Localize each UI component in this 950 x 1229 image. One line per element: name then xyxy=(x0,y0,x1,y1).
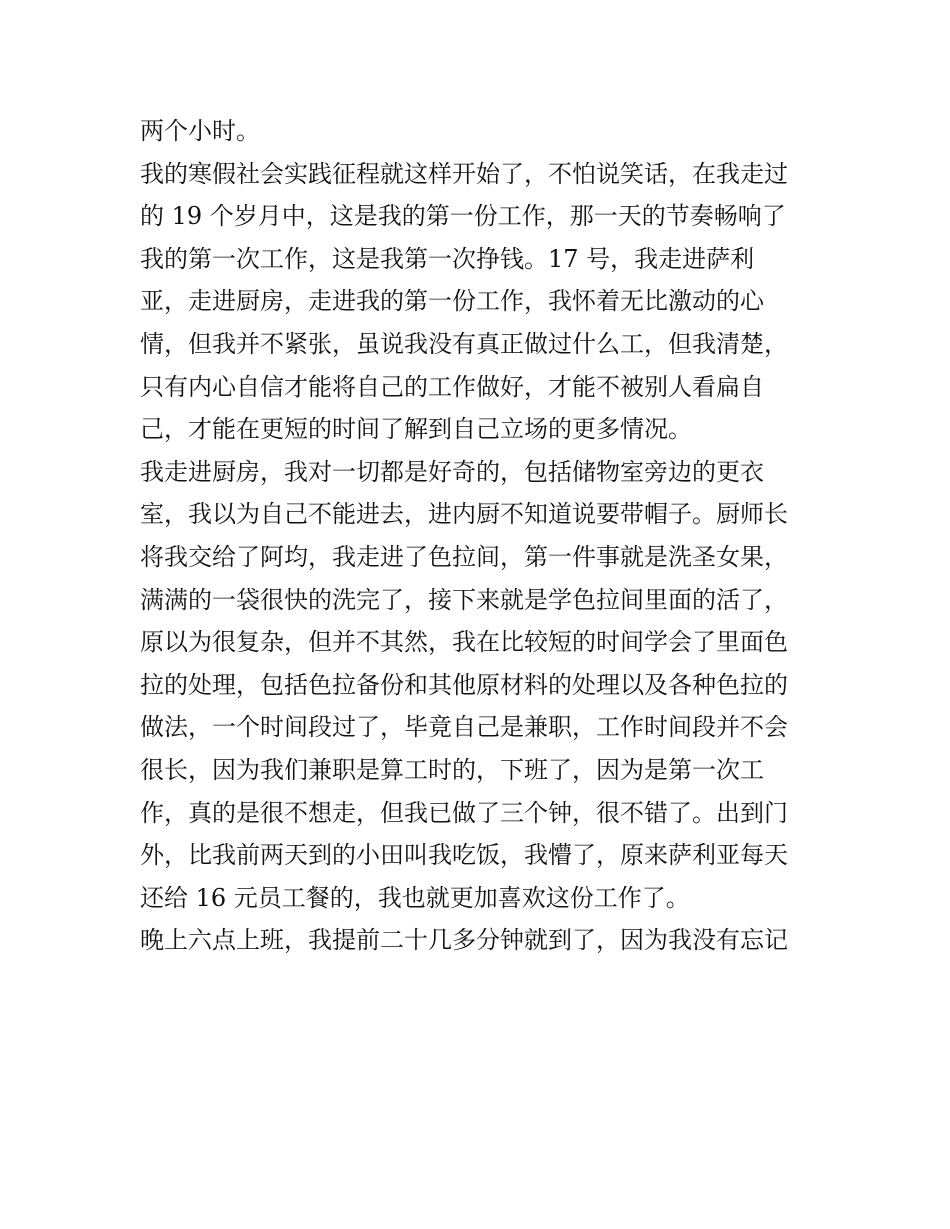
text-line: 我走进厨房，我对一切都是好奇的，包括储物室旁边的更衣 xyxy=(140,457,764,486)
text-line: 己，才能在更短的时间了解到自己立场的更多情况。 xyxy=(140,415,692,444)
text-line: 我的寒假社会实践征程就这样开始了，不怕说笑话，在我走过 xyxy=(140,159,788,188)
text-line: 将我交给了阿均，我走进了色拉间，第一件事就是洗圣女果， xyxy=(140,542,788,571)
text-line: 只有内心自信才能将自己的工作做好，才能不被别人看扁自 xyxy=(140,372,764,401)
text-line: 做法，一个时间段过了，毕竟自己是兼职，工作时间段并不会 xyxy=(140,713,788,742)
text-line: 外，比我前两天到的小田叫我吃饭，我懵了，原来萨利亚每天 xyxy=(140,841,788,870)
text-line: 亚，走进厨房，走进我的第一份工作，我怀着无比激动的心 xyxy=(140,287,764,316)
text-line: 原以为很复杂，但并不其然，我在比较短的时间学会了里面色 xyxy=(140,628,788,657)
text-line: 室，我以为自己不能进去，进内厨不知道说要带帽子。厨师长 xyxy=(140,500,788,529)
text-line: 拉的处理，包括色拉备份和其他原材料的处理以及各种色拉的 xyxy=(140,670,788,699)
text-line: 很长，因为我们兼职是算工时的，下班了，因为是第一次工 xyxy=(140,755,764,784)
text-line: 情，但我并不紧张，虽说我没有真正做过什么工，但我清楚， xyxy=(140,329,788,358)
text-line: 满满的一袋很快的洗完了，接下来就是学色拉间里面的活了， xyxy=(140,585,788,614)
text-line: 的 19 个岁月中，这是我的第一份工作，那一天的节奏畅响了 xyxy=(140,202,786,231)
text-line: 我的第一次工作，这是我第一次挣钱。17 号，我走进萨利 xyxy=(140,244,755,273)
text-line: 作，真的是很不想走，但我已做了三个钟，很不错了。出到门 xyxy=(140,798,788,827)
body-text xyxy=(140,110,830,962)
text-line: 两个小时。 xyxy=(140,117,260,145)
text-line: 晚上六点上班，我提前二十几多分钟就到了，因为我没有忘记 xyxy=(140,926,788,955)
text-line: 还给 16 元员工餐的，我也就更加喜欢这份工作了。 xyxy=(140,883,690,912)
